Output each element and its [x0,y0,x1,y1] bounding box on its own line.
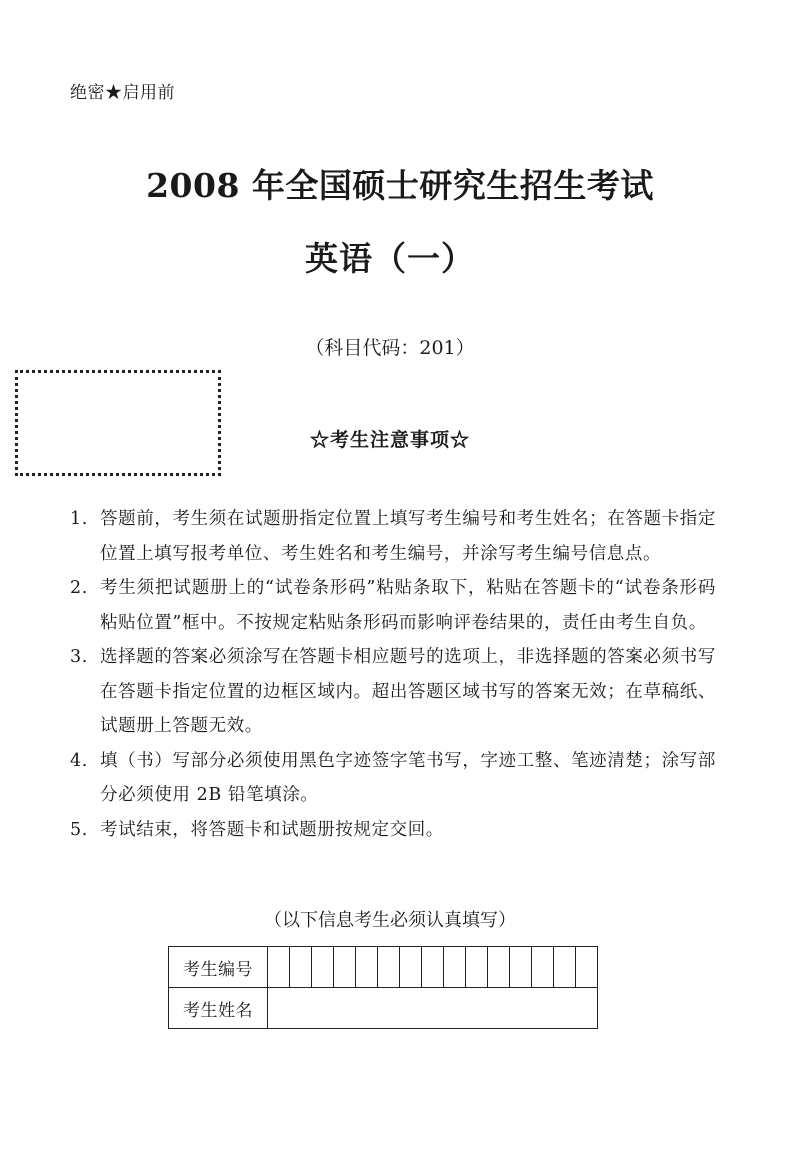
notice-number: 4. [70,750,88,771]
notice-item [70,640,716,744]
exam-number-digit-box[interactable] [334,947,356,988]
notice-item [70,571,716,640]
exam-number-digit-box[interactable] [554,947,576,988]
name-label: 考生姓名 [169,988,268,1029]
notice-list [70,502,716,847]
exam-number-digit-box[interactable] [466,947,488,988]
exam-number-digit-box[interactable] [268,947,290,988]
exam-number-digit-box[interactable] [576,947,598,988]
name-row [169,988,598,1029]
exam-number-label: 考生编号 [169,947,268,988]
notice-text: 考试结束，将答题卡和试题册按规定交回。 [100,819,444,840]
candidate-info-table [168,946,598,1029]
notice-item [70,813,716,848]
exam-number-digit-box[interactable] [488,947,510,988]
notice-text: 填（书）写部分必须使用黑色字迹签字笔书写，字迹工整、笔迹清楚；涂写部分必须使用 2B 铅笔填涂。 [100,750,716,805]
notice-item [70,744,716,813]
exam-number-digit-box[interactable] [532,947,554,988]
exam-number-digit-box[interactable] [312,947,334,988]
notice-text: 考生须把试题册上的“试卷条形码”粘贴条取下，粘贴在答题卡的“试卷条形码粘贴位置”框中。不按规定粘贴条形码而影响评卷结果的，责任由考生自负。 [100,578,716,633]
exam-number-digit-box[interactable] [422,947,444,988]
name-field[interactable] [268,988,598,1029]
notice-number: 3. [70,647,88,667]
exam-number-digit-box[interactable] [510,947,532,988]
notice-number: 2. [70,578,88,598]
exam-number-digit-box[interactable] [444,947,466,988]
notice-text: 选择题的答案必须涂写在答题卡相应题号的选项上，非选择题的答案必须书写在答题卡指定位置的边框区域内。超出答题区域书写的答案无效；在草稿纸、试题册上答题无效。 [100,647,716,736]
exam-title: 2008 年全国硕士研究生招生考试 [146,166,654,205]
exam-number-digit-box[interactable] [356,947,378,988]
exam-number-row [169,947,598,988]
subject-code: （科目代码：201） [305,337,475,359]
notice-number: 5. [70,819,88,840]
confidential-label: 绝密★启用前 [70,83,175,103]
notice-text: 答题前，考生须在试题册指定位置上填写考生编号和考生姓名；在答题卡指定位置上填写报考单位、考生姓名和考生编号，并涂写考生编号信息点。 [100,509,716,564]
exam-number-digit-box[interactable] [290,947,312,988]
barcode-placeholder-box [15,370,221,476]
exam-subject-title: 英语（一） [305,239,475,278]
fill-instruction: （以下信息考生必须认真填写） [264,910,516,931]
exam-number-digit-box[interactable] [378,947,400,988]
exam-number-digit-box[interactable] [400,947,422,988]
notice-heading: ☆考生注意事项☆ [309,429,470,451]
notice-item [70,502,716,571]
notice-number: 1. [70,509,88,529]
